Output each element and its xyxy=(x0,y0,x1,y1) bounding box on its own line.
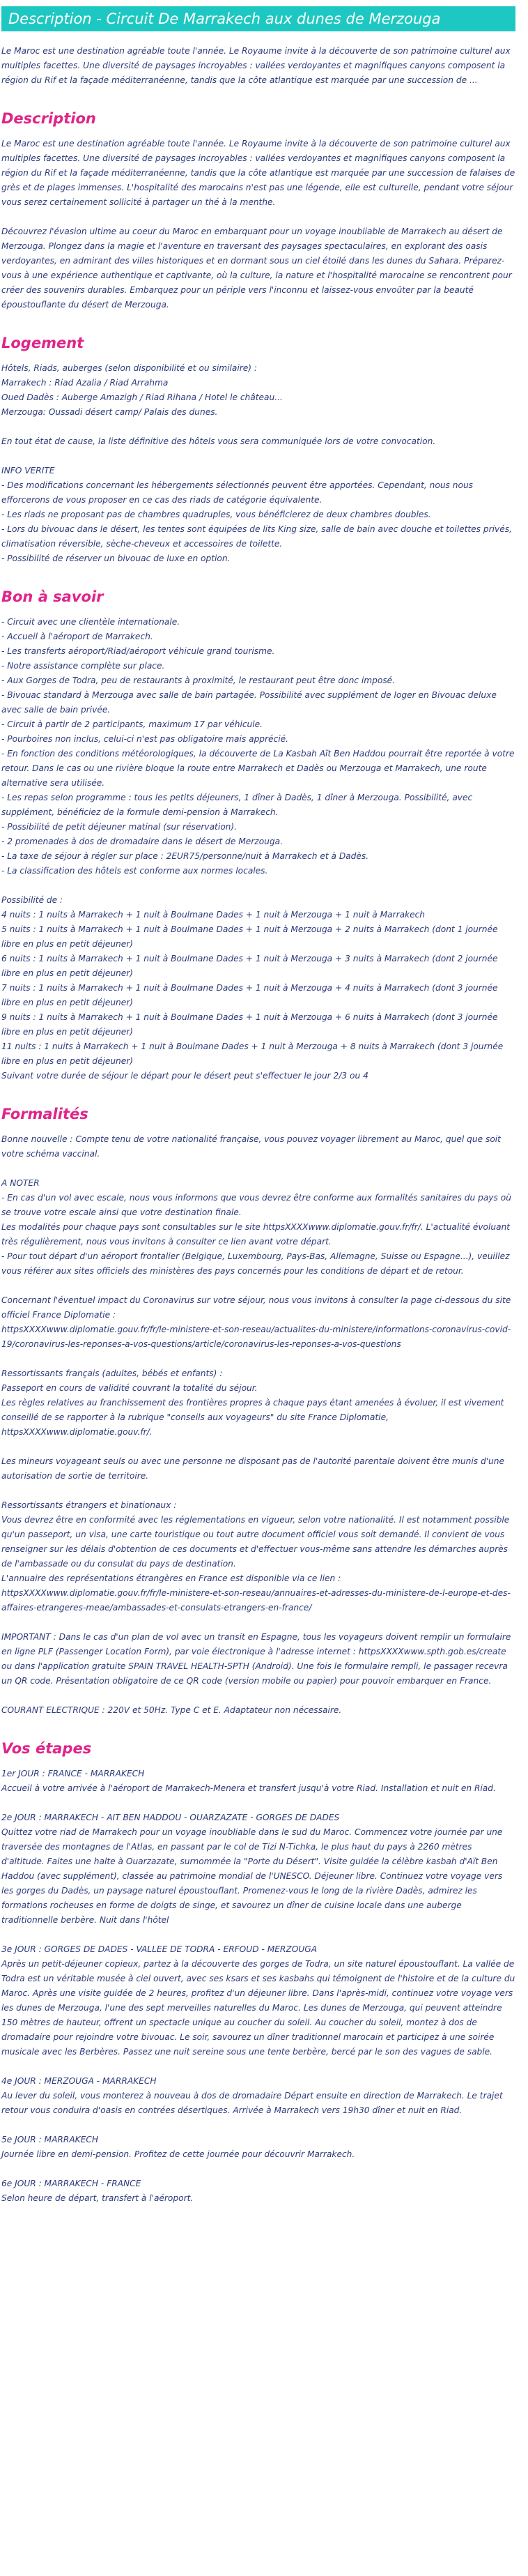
spacer xyxy=(1,878,515,893)
text-line: - Notre assistance complète sur place. xyxy=(1,661,165,671)
spacer xyxy=(1,1161,515,1176)
section-title-etapes: Vos étapes xyxy=(1,1740,92,1757)
text-line: - Aux Gorges de Todra, peu de restaurants à proximité, le restaurant peut être donc imposé. xyxy=(1,676,396,685)
section-title-logement: Logement xyxy=(1,335,84,351)
spacer xyxy=(1,1440,515,1454)
text-line: - Les riads ne proposant pas de chambres quadruples, vous bénéficierez de deux chambres doubles. xyxy=(1,510,431,519)
text-line: Ressortissants français (adultes, bébés et enfants) : xyxy=(1,1369,223,1378)
text-line: - Pour tout départ d'un aéroport frontalier (Belgique, Luxembourg, Pays-Bas, Allemagne, Suisse ou Espagne...), veuillez vous référer aux sites officiels des ministères des pays concernés pour les conditions de départ et de retour. xyxy=(1,1251,510,1276)
text-line: Marrakech : Riad Azalia / Riad Arrahma xyxy=(1,378,169,388)
step-title: 6e JOUR : MARRAKECH - FRANCE xyxy=(1,2179,141,2188)
text-line: IMPORTANT : Dans le cas d'un plan de vol avec un transit en Espagne, tous les voyageurs doivent remplir un formulaire en ligne PLF (Passenger Location Form), par voie électronique à l'adresse internet : httpsXXXXwww.spth.gob.es/create ou dans l'application gratuite SPAIN TRAVEL HEALTH-SPTH (Android). Une fois le formulaire rempli, le passager recevra un QR code. Présentation obligatoire de ce QR code (version mobile ou papier) pour pouvoir embarquer en France. xyxy=(1,1632,511,1686)
text-line: 5 nuits : 1 nuits à Marrakech + 1 nuit à Boulmane Dades + 1 nuit à Merzouga + 2 nuits à Marrakech (dont 1 journée libre en plus en petit déjeuner) xyxy=(1,924,498,949)
text-line: httpsXXXXwww.diplomatie.gouv.fr/fr/le-ministere-et-son-reseau/annuaires-et-adresses-du-ministere-de-l-europe-et-des-affaires-etrangeres-meae/ambassades-et-consulats-etrangers-en-france/ xyxy=(1,1588,511,1613)
spacer xyxy=(1,1484,515,1498)
text-line: 6 nuits : 1 nuits à Marrakech + 1 nuit à Boulmane Dades + 1 nuit à Merzouga + 3 nuits à Marrakech (dont 2 journée libre en plus en petit déjeuner) xyxy=(1,954,498,978)
step-text: Au lever du soleil, vous monterez à nouveau à dos de dromadaire Départ ensuite en direction de Marrakech. Le trajet retour vous conduira d'oasis en contrées désertiques. Arrivée à Marrakech vers 19h30 dîner et nuit en Riad. xyxy=(1,2091,503,2115)
step-text: Selon heure de départ, transfert à l'aéroport. xyxy=(1,2193,194,2203)
text-line: Les mineurs voyageant seuls ou avec une personne ne disposant pas de l'autorité parentale doivent être munis d'une autorisation de sortie de territoire. xyxy=(1,1456,505,1481)
etapes-list xyxy=(1,1767,515,2206)
text-line: Bonne nouvelle : Compte tenu de votre nationalité française, vous pouvez voyager librement au Maroc, quel que soit votre schéma vaccinal. xyxy=(1,1134,501,1159)
step-item xyxy=(1,1942,515,2059)
text-line: - Des modifications concernant les hébergements sélectionnés peuvent être apportées. Cependant, nous nous efforcerons de vous proposer en ce cas des riads de catégorie équivalente. xyxy=(1,480,474,505)
text-line: - Possibilité de réserver un bivouac de luxe en option. xyxy=(1,554,231,563)
text-line: - En cas d'un vol avec escale, nous vous informons que vous devrez être conforme aux formalités sanitaires du pays où se trouve votre escale ainsi que votre destination finale. xyxy=(1,1193,511,1217)
step-title: 2e JOUR : MARRAKECH - AIT BEN HADDOU - OUARZAZATE - GORGES DE DADES xyxy=(1,1813,340,1822)
text-line: - Accueil à l'aéroport de Marrakech. xyxy=(1,632,153,641)
text-line: httpsXXXXwww.diplomatie.gouv.fr/fr/le-ministere-et-son-reseau/actualites-du-ministere/informations-coronavirus-covid-19/coronavirus-les-reponses-a-vos-questions/article/coronavirus-les-reponses-a-vos-questions xyxy=(1,1325,511,1349)
text-line: - Bivouac standard à Merzouga avec salle de bain partagée. Possibilité avec supplément de loger en Bivouac deluxe avec salle de bain privée. xyxy=(1,690,497,715)
text-line: Passeport en cours de validité couvrant la totalité du séjour. xyxy=(1,1383,258,1393)
description-paragraph: Le Maroc est une destination agréable toute l'année. Le Royaume invite à la découverte de son patrimoine culturel aux multiples facettes. Une diversité de paysages incroyables : vallées verdoyantes et magnifiques canyons composent la région du Rif et la façade méditerranéenne, tandis que la côte atlantique est marquée par une succession de falaises de grès et de plages immenses. L'hospitalité des marocains n'est pas une légende, elle est culturelle, pendant votre séjour vous serez certainement sollicité à partager un thé à la menthe. xyxy=(1,139,515,207)
section-title-formalites: Formalités xyxy=(1,1106,88,1122)
text-line: - La classification des hôtels est conforme aux normes locales. xyxy=(1,866,268,876)
step-text: Journée libre en demi-pension. Profitez de cette journée pour découvrir Marrakech. xyxy=(1,2149,355,2159)
step-text: Quittez votre riad de Marrakech pour un voyage inoubliable dans le sud du Maroc. Commencez votre journée par une traversée des montagnes de l'Atlas, en passant par le col de Tizi N-Tichka, le plus haut du pays à 2260 mètres d'altitude. Faites une halte à Ouarzazate, surnommée la "Porte du Désert". Visite guidée la célèbre kasbah d'Aït Ben Haddou (avec supplément), classée au patrimoine mondial de l'UNESCO. Déjeuner libre. Continuez votre voyage vers les gorges du Dadès, un paysage naturel époustouflant. Promenez-vous le long de la rivière Dadès, admirez les formations rocheuses en forme de doigts de singe, et savourez un dîner de cuisine locale dans une auberge traditionnelle berbère. Nuit dans l'hôtel xyxy=(1,1827,503,1925)
text-line: Possibilité de : xyxy=(1,895,63,905)
logement-content xyxy=(1,361,515,566)
step-title: 1er JOUR : FRANCE - MARRAKECH xyxy=(1,1769,145,1778)
step-item xyxy=(1,2177,515,2206)
text-line: - Les transferts aéroport/Riad/aéroport véhicule grand tourisme. xyxy=(1,646,275,656)
text-line: Concernant l'éventuel impact du Coronavirus sur votre séjour, nous vous invitons à consulter la page ci-dessous du site officiel France Diplomatie : xyxy=(1,1295,511,1320)
spacer xyxy=(1,420,515,434)
intro-text: Le Maroc est une destination agréable toute l'année. Le Royaume invite à la découverte de son patrimoine culturel aux multiples facettes. Une diversité de paysages incroyables : vallées verdoyantes et magnifiques canyons composent la région du Rif et la façade méditerranéenne, tandis que la côte atlantique est marquée par une succession de ... xyxy=(1,46,511,85)
text-line: - Pourboires non inclus, celui-ci n'est pas obligatoire mais apprécié. xyxy=(1,734,289,744)
text-line: Les modalités pour chaque pays sont consultables sur le site httpsXXXXwww.diplomatie.gouv.fr/fr/. L'actualité évoluant très régulièrement, nous vous invitons à consulter ce lien avant votre départ. xyxy=(1,1222,511,1247)
section-title-description: Description xyxy=(1,110,96,127)
text-line: 11 nuits : 1 nuits à Marrakech + 1 nuit à Boulmane Dades + 1 nuit à Merzouga + 8 nuits à Marrakech (dont 3 journée libre en plus en petit déjeuner) xyxy=(1,1042,504,1066)
text-line: - 2 promenades à dos de dromadaire dans le désert de Merzouga. xyxy=(1,837,283,846)
step-title: 5e JOUR : MARRAKECH xyxy=(1,2135,99,2144)
step-text: Accueil à votre arrivée à l'aéroport de Marrakech-Menera et transfert jusqu'à votre Riad. Installation et nuit en Riad. xyxy=(1,1783,496,1793)
text-line: Hôtels, Riads, auberges (selon disponibilité et ou similaire) : xyxy=(1,363,257,373)
bon-a-savoir-content xyxy=(1,615,515,1083)
text-line: COURANT ELECTRIQUE : 220V et 50Hz. Type C et E. Adaptateur non nécessaire. xyxy=(1,1705,342,1715)
description-paragraph: Découvrez l'évasion ultime au coeur du Maroc en embarquant pour un voyage inoubliable de Marrakech au désert de Merzouga. Plongez dans la magie et l'aventure en traversant des paysages spectaculaires, en explorant des oasis verdoyantes, en admirant des villes historiques et en dormant sous un ciel étoilé dans les dunes du Sahara. Préparez-vous à une expérience authentique et captivante, où la culture, la nature et l'hospitalité marocaine se rencontrent pour créer des souvenirs durables. Embarquez pour un périple vers l'inconnu et laissez-vous envoûter par la beauté époustouflante du désert de Merzouga. xyxy=(1,227,512,310)
text-line: Vous devrez être en conformité avec les réglementations en vigueur, selon votre nationalité. Il est notamment possible qu'un passeport, un visa, une carte touristique ou tout autre document officiel vous soit demandé. Il convient de vous renseigner sur les délais d'obtention de ces documents et d'effectuer vous-même sans attendre les démarches auprès de l'ambassade ou du consulat du pays de destination. xyxy=(1,1515,510,1569)
text-line: Oued Dadès : Auberge Amazigh / Riad Rihana / Hotel le château... xyxy=(1,393,283,402)
step-item xyxy=(1,1767,515,1796)
text-line: - Les repas selon programme : tous les petits déjeuners, 1 dîner à Dadès, 1 dîner à Merzouga. Possibilité, avec supplément, bénéficiez de la formule demi-pension à Marrakech. xyxy=(1,793,473,817)
spacer xyxy=(1,1615,515,1630)
text-line: 7 nuits : 1 nuits à Marrakech + 1 nuit à Boulmane Dades + 1 nuit à Merzouga + 4 nuits à Marrakech (dont 3 journée libre en plus en petit déjeuner) xyxy=(1,983,498,1007)
spacer xyxy=(1,1279,515,1293)
text-line: - Lors du bivouac dans le désert, les tentes sont équipées de lits King size, salle de bain avec douche et toilettes privés, climatisation réversible, sèche-cheveux et accessoires de toilette. xyxy=(1,524,512,549)
text-line: Les règles relatives au franchissement des frontières propres à chaque pays étant amenées à évoluer, il est vivement conseillé de se rapporter à la rubrique "conseils aux voyageurs" du site France Diplomatie, httpsXXXXwww.diplomatie.gouv.fr/. xyxy=(1,1398,504,1437)
section-title-bon-a-savoir: Bon à savoir xyxy=(1,588,104,605)
text-line: - La taxe de séjour à régler sur place : 2EUR75/personne/nuit à Marrakech et à Dadès. xyxy=(1,851,369,861)
spacer xyxy=(1,1352,515,1366)
text-line: - Possibilité de petit déjeuner matinal (sur réservation). xyxy=(1,822,238,832)
text-line: 9 nuits : 1 nuits à Marrakech + 1 nuit à Boulmane Dades + 1 nuit à Merzouga + 6 nuits à Marrakech (dont 3 journée libre en plus en petit déjeuner) xyxy=(1,1012,498,1037)
text-line: Merzouga: Oussadi désert camp/ Palais des dunes. xyxy=(1,407,218,417)
text-line: - Circuit à partir de 2 participants, maximum 17 par véhicule. xyxy=(1,719,263,729)
text-line: - En fonction des conditions météorologiques, la découverte de La Kasbah Aït Ben Haddou pourrait être reportée à votre retour. Dans le cas ou une rivière bloque la route entre Marrakech et Dadès ou Merzouga et Marrakech, une route alternative sera utilisée. xyxy=(1,749,515,788)
step-item xyxy=(1,1811,515,1928)
text-line: En tout état de cause, la liste définitive des hôtels vous sera communiquée lors de votre convocation. xyxy=(1,436,436,446)
step-item xyxy=(1,2133,515,2162)
text-line: L'annuaire des représentations étrangères en France est disponible via ce lien : xyxy=(1,1573,341,1583)
text-line: A NOTER xyxy=(1,1178,40,1188)
step-item xyxy=(1,2074,515,2118)
text-line: Suivant votre durée de séjour le départ pour le désert peut s'effectuer le jour 2/3 ou 4 xyxy=(1,1071,368,1081)
spacer xyxy=(1,1689,515,1703)
step-title: 4e JOUR : MERZOUGA - MARRAKECH xyxy=(1,2076,157,2086)
spacer xyxy=(1,449,515,464)
formalites-content xyxy=(1,1132,515,1718)
step-title: 3e JOUR : GORGES DE DADES - VALLEE DE TODRA - ERFOUD - MERZOUGA xyxy=(1,1944,318,1954)
text-line: - Circuit avec une clientèle internationale. xyxy=(1,617,180,627)
page-title: Description - Circuit De Marrakech aux dunes de Merzouga xyxy=(1,6,515,31)
step-text: Après un petit-déjeuner copieux, partez à la découverte des gorges de Todra, un site naturel époustouflant. La vallée de Todra est un véritable musée à ciel ouvert, avec ses ksars et ses kasbahs qui témoignent de l'histoire et de la culture du Maroc. Après une visite guidée de 2 heures, profitez d'un déjeuner libre. Dans l'après-midi, continuez votre voyage vers les dunes de Merzouga, l'une des sept merveilles naturelles du Maroc. Les dunes de Merzouga, qui peuvent atteindre 150 mètres de hauteur, offrent un spectacle unique au coucher du soleil. Au coucher du soleil, montez à dos de dromadaire pour rejoindre votre bivouac. Le soir, savourez un dîner traditionnel marocain et participez à une soirée musicale avec les Berbères. Passez une nuit sereine sous une tente berbère, bercé par le son des vagues de sable. xyxy=(1,1959,515,2057)
text-line: INFO VERITE xyxy=(1,466,55,475)
text-line: Ressortissants étrangers et binationaux : xyxy=(1,1500,177,1510)
text-line: 4 nuits : 1 nuits à Marrakech + 1 nuit à Boulmane Dades + 1 nuit à Merzouga + 1 nuit à Marrakech xyxy=(1,910,426,920)
